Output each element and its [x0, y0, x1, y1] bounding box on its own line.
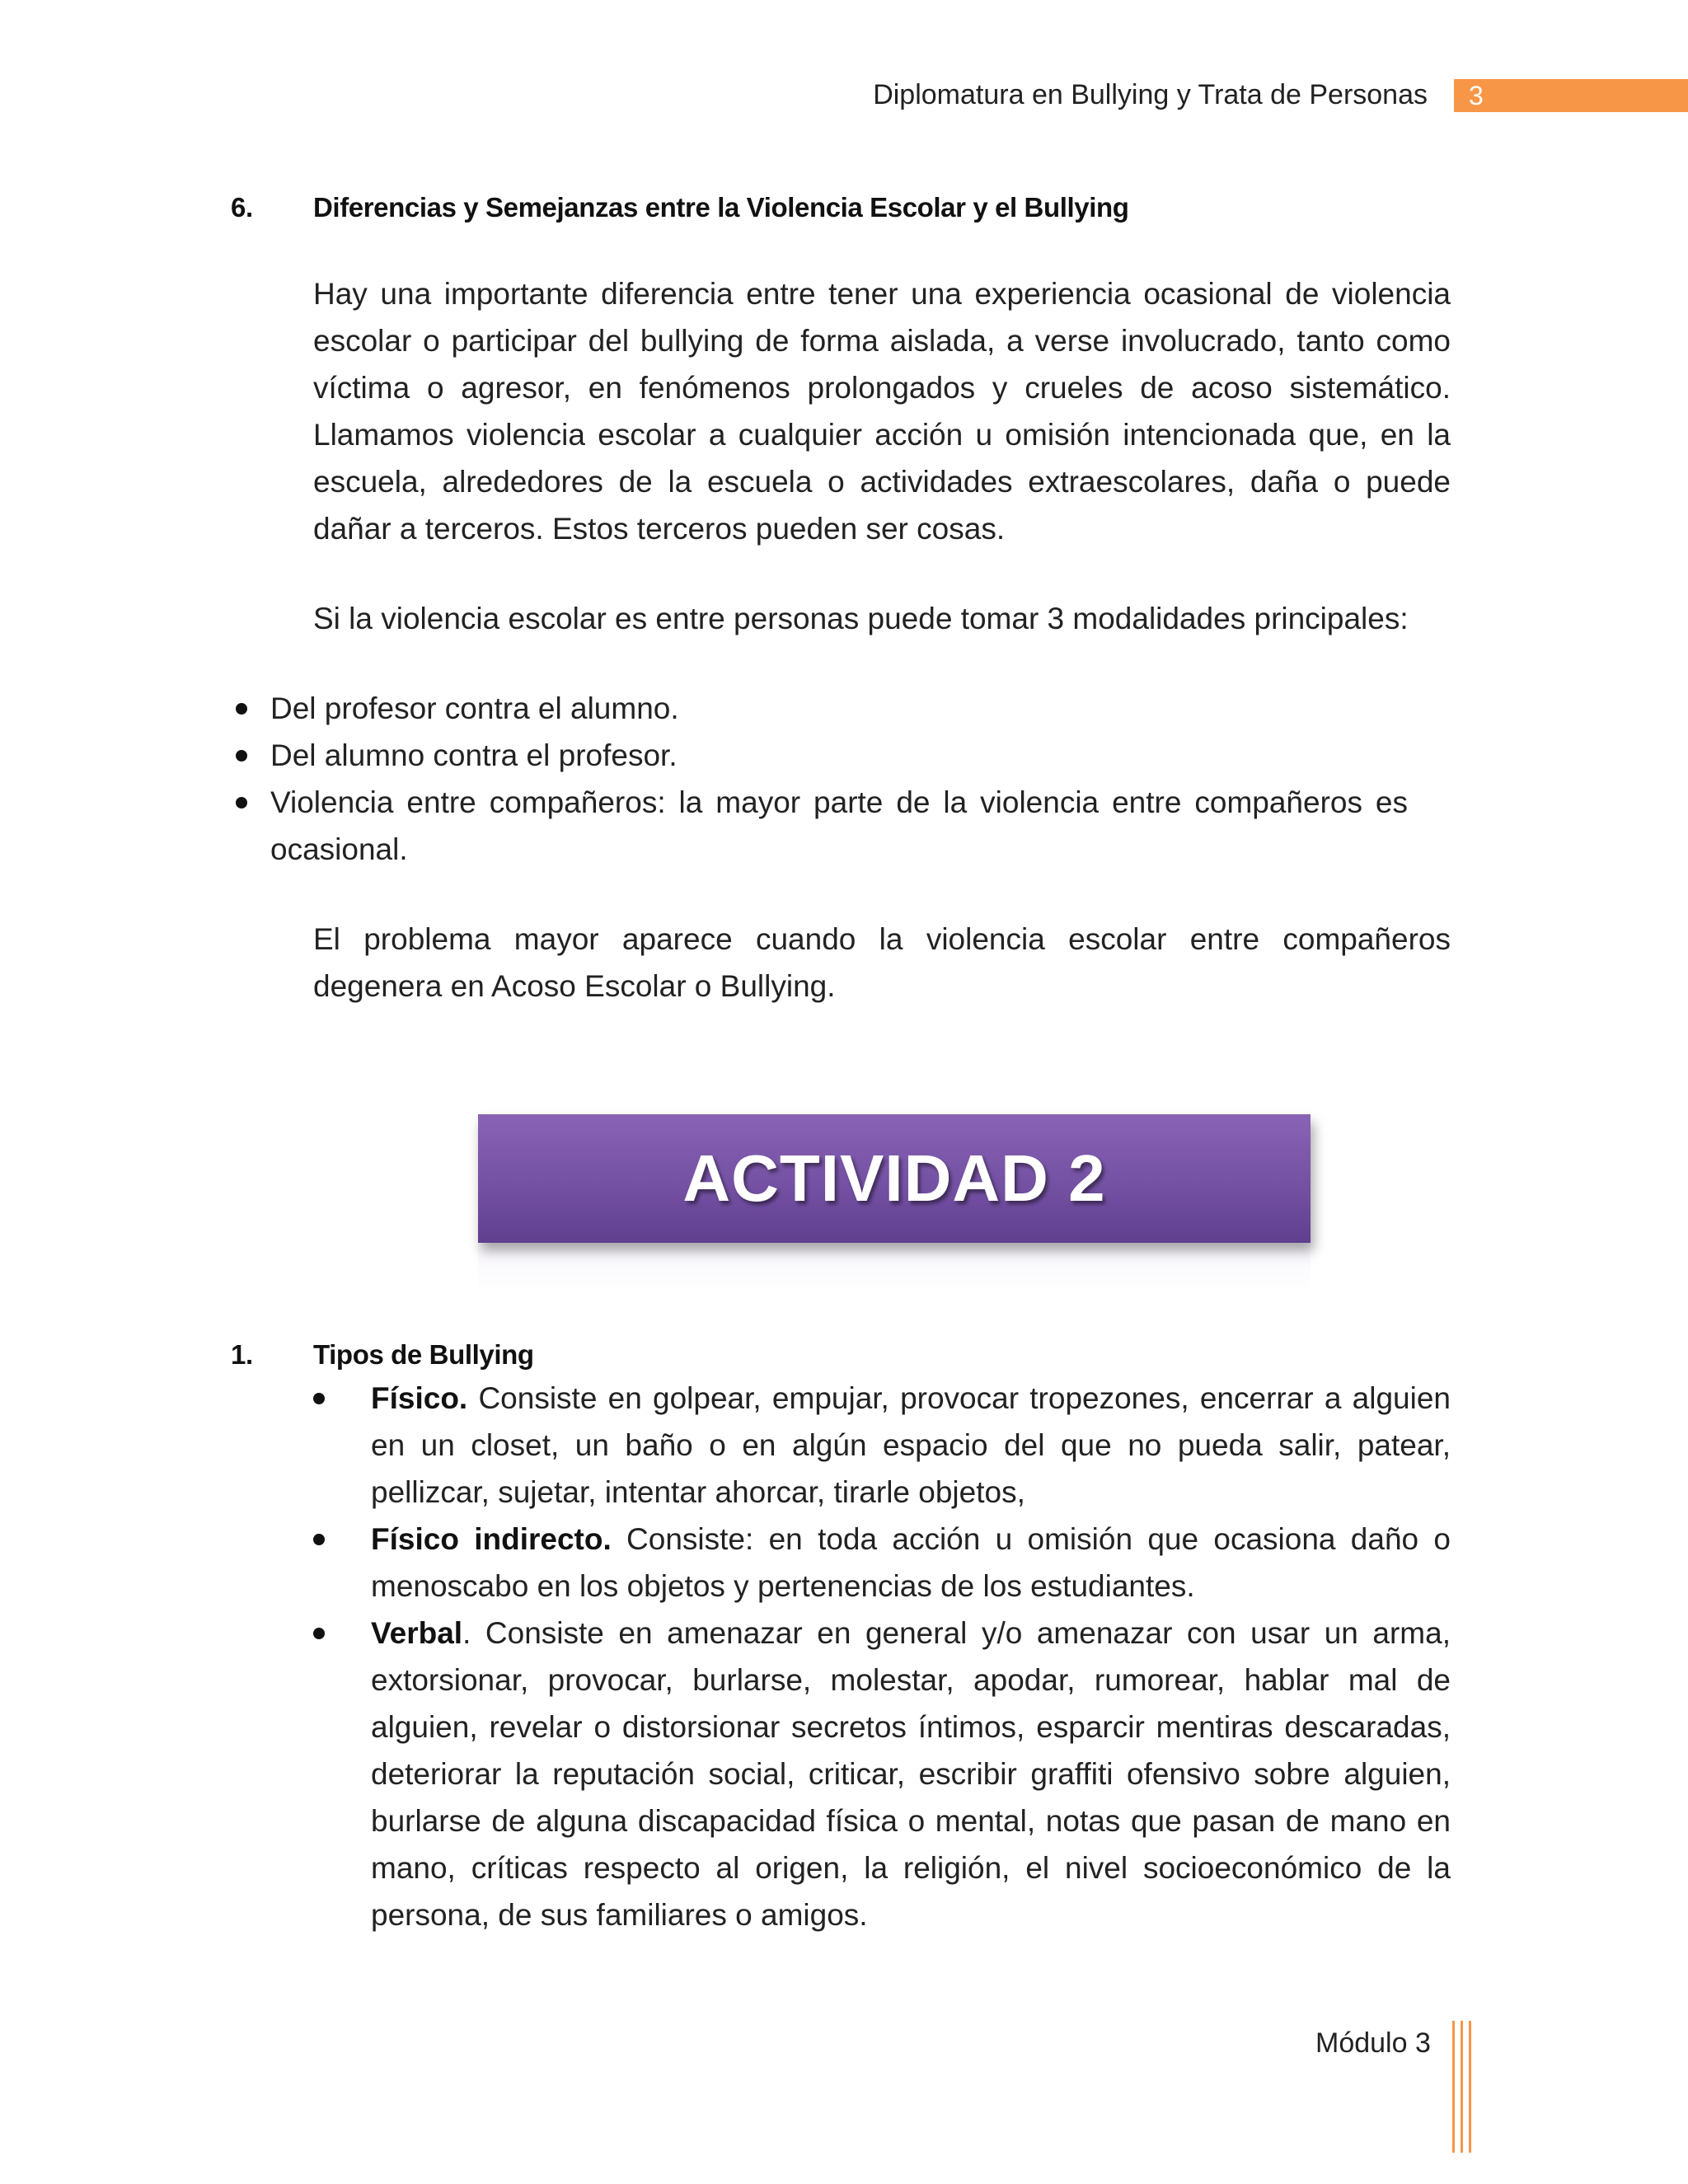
list-item-text: Del profesor contra el alumno.: [270, 691, 679, 725]
section-body-end: [313, 873, 1451, 1010]
activity-banner-reflection: [478, 1243, 1311, 1292]
bullet-icon: [313, 1393, 325, 1404]
bullet-icon: [236, 703, 247, 715]
paragraph: Si la violencia escolar es entre personas puede tomar 3 modalidades principales:: [313, 602, 1409, 635]
list-item: [313, 1610, 1451, 1938]
section-title: Diferencias y Semejanzas entre la Violencia Escolar y el Bullying: [313, 192, 1129, 223]
term-label: Físico.: [371, 1381, 468, 1415]
list-item: [148, 779, 1408, 873]
page-number-box: [1454, 79, 1688, 112]
list-item: [148, 732, 1408, 779]
activity-title: ACTIVIDAD 2: [682, 1141, 1106, 1215]
paragraph: Hay una importante diferencia entre tener una experiencia ocasional de violencia escolar o participar del bullying de forma aislada, a verse involucrado, tanto como víctima o agresor, en fenómenos prolongados y crueles de acoso sistemático. Llamamos violencia escolar a cualquier acción u omisión intencionada que, en la escuela, alrededores de la escuela o actividades extraescolares, daña o puede dañar a terceros. Estos terceros pueden ser cosas.: [313, 277, 1451, 546]
bullet-icon: [313, 1534, 325, 1545]
page-header: [0, 76, 1688, 114]
term-description: Consiste: en toda acción u omisión que ocasiona daño o menoscabo en los objetos y pertenencias de los estudiantes.: [371, 1522, 1451, 1603]
list-item-text: Del alumno contra el profesor.: [270, 738, 678, 772]
list-item: [148, 685, 1408, 732]
section-6: [231, 188, 1459, 1010]
list-item: [313, 1516, 1451, 1610]
list-item: [313, 1375, 1451, 1516]
bullet-icon: [236, 797, 247, 808]
bullying-types-list: [313, 1375, 1451, 1938]
modalities-list: [231, 685, 1459, 873]
term-label: Verbal: [371, 1616, 463, 1650]
section-heading: [231, 1335, 1459, 1375]
section-title: Tipos de Bullying: [313, 1339, 534, 1370]
header-title: Diplomatura en Bullying y Trata de Personas: [873, 79, 1428, 110]
bullet-icon: [236, 750, 247, 762]
activity-banner: [478, 1114, 1311, 1243]
term-description: Consiste en golpear, empujar, provocar tropezones, encerrar a alguien en un closet, un baño o en algún espacio del que no pueda salir, patear, pellizcar, sujetar, intentar ahorcar, tirarle objetos,: [371, 1381, 1451, 1509]
section-1: [231, 1335, 1459, 1938]
term-description: . Consiste en amenazar en general y/o amenazar con usar un arma, extorsionar, provocar, burlarse, molestar, apodar, rumorear, hablar mal de alguien, revelar o distorsionar secretos íntimos, esparcir mentiras descaradas, deteriorar la reputación social, criticar, escribir graffiti ofensivo sobre alguien, burlarse de alguna discapacidad física o mental, notas que pasan de mano en mano, críticas respecto al origen, la religión, el nivel socioeconómico de la persona, de sus familiares o amigos.: [371, 1616, 1451, 1932]
section-number: 1.: [231, 1339, 253, 1370]
footer-module-label: Módulo 3: [1315, 2027, 1431, 2059]
section-number: 6.: [231, 192, 253, 223]
section-body: [313, 270, 1451, 685]
section-heading: [231, 188, 1459, 227]
page-number: 3: [1469, 81, 1484, 110]
term-label: Físico indirecto.: [371, 1522, 612, 1556]
bullet-icon: [313, 1628, 325, 1639]
paragraph: El problema mayor aparece cuando la violencia escolar entre compañeros degenera en Acoso Escolar o Bullying.: [313, 922, 1451, 1003]
list-item-text: Violencia entre compañeros: la mayor parte de la violencia entre compañeros es ocasional.: [270, 785, 1408, 866]
footer-decoration: [1452, 2021, 1475, 2153]
